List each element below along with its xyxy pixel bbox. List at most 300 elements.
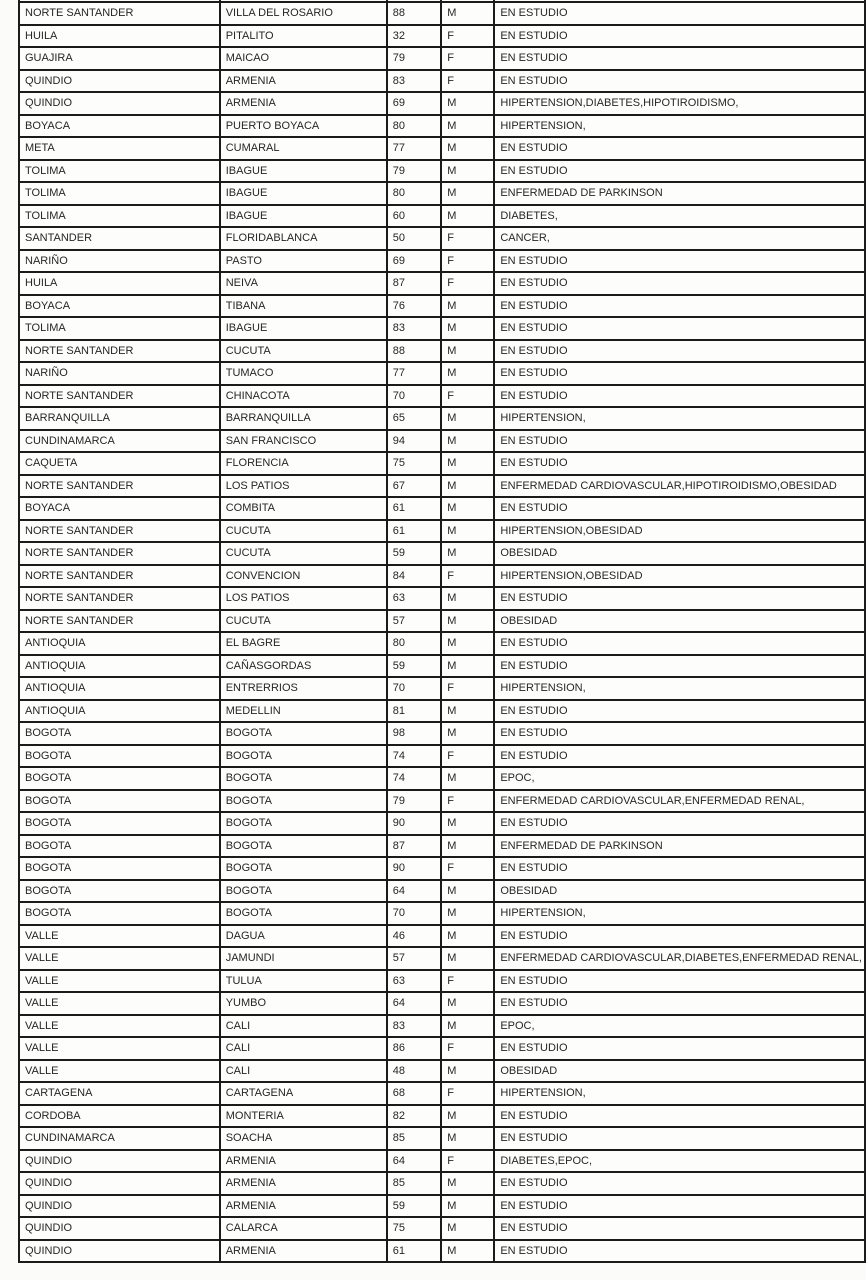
cell-city: ARMENIA — [220, 1150, 387, 1173]
table-row — [19, 1015, 865, 1038]
cell-department: GUAJIRA — [19, 47, 220, 70]
cell-city: ENTRERRIOS — [220, 677, 387, 700]
table-row — [19, 947, 865, 970]
cell-department: BOGOTA — [19, 812, 220, 835]
cell-conditions: DIABETES, — [494, 205, 865, 228]
cell-department: BOYACA — [19, 115, 220, 138]
cell-sex: M — [441, 587, 494, 610]
cell-age: 80 — [387, 182, 442, 205]
cell-sex: M — [441, 2, 494, 25]
cell-age: 90 — [387, 857, 442, 880]
cell-age: 69 — [387, 92, 442, 115]
cell-age: 77 — [387, 362, 442, 385]
cell-city: CUCUTA — [220, 610, 387, 633]
cell-conditions: EN ESTUDIO — [494, 430, 865, 453]
cell-city: MAICAO — [220, 47, 387, 70]
cell-department: SANTANDER — [19, 227, 220, 250]
cell-department: ANTIOQUIA — [19, 632, 220, 655]
cell-age: 75 — [387, 452, 442, 475]
cell-sex: M — [441, 1172, 494, 1195]
cell-age: 57 — [387, 610, 442, 633]
cell-sex: F — [441, 70, 494, 93]
cell-city: CUCUTA — [220, 520, 387, 543]
cell-age: 64 — [387, 880, 442, 903]
table-row — [19, 880, 865, 903]
cell-department: QUINDIO — [19, 1240, 220, 1263]
cell-age: 64 — [387, 992, 442, 1015]
cell-city: IBAGUE — [220, 182, 387, 205]
cell-sex: F — [441, 25, 494, 48]
cell-department: BOGOTA — [19, 857, 220, 880]
cell-age: 60 — [387, 205, 442, 228]
cell-conditions: HIPERTENSION, — [494, 1082, 865, 1105]
cell-age: 87 — [387, 835, 442, 858]
table-row — [19, 92, 865, 115]
table-row — [19, 137, 865, 160]
cell-sex: M — [441, 430, 494, 453]
table-row — [19, 272, 865, 295]
cell-sex: F — [441, 1082, 494, 1105]
cell-sex: M — [441, 1015, 494, 1038]
cell-department: ANTIOQUIA — [19, 655, 220, 678]
cell-sex: F — [441, 227, 494, 250]
cell-sex: M — [441, 317, 494, 340]
cell-department: CARTAGENA — [19, 1082, 220, 1105]
table-row — [19, 700, 865, 723]
cell-city: ARMENIA — [220, 70, 387, 93]
table-row — [19, 745, 865, 768]
cell-department: BOGOTA — [19, 745, 220, 768]
cell-department: TOLIMA — [19, 182, 220, 205]
cell-conditions: ENFERMEDAD CARDIOVASCULAR,ENFERMEDAD RENAL, — [494, 790, 865, 813]
table-row — [19, 182, 865, 205]
cell-conditions: EN ESTUDIO — [494, 1127, 865, 1150]
table-row — [19, 1217, 865, 1240]
cell-age: 90 — [387, 812, 442, 835]
cell-city: LOS PATIOS — [220, 587, 387, 610]
cell-age: 63 — [387, 970, 442, 993]
cell-city: LOS PATIOS — [220, 475, 387, 498]
cell-city: ARMENIA — [220, 1195, 387, 1218]
cell-sex: F — [441, 970, 494, 993]
cell-department: BOGOTA — [19, 902, 220, 925]
cell-conditions: EN ESTUDIO — [494, 655, 865, 678]
table-row — [19, 1105, 865, 1128]
cell-sex: M — [441, 497, 494, 520]
cell-conditions: EPOC, — [494, 767, 865, 790]
table-row — [19, 475, 865, 498]
table-row — [19, 47, 865, 70]
cell-department: NORTE SANTANDER — [19, 610, 220, 633]
table-row — [19, 407, 865, 430]
cell-department: TOLIMA — [19, 317, 220, 340]
cell-department: BOYACA — [19, 295, 220, 318]
cell-age: 57 — [387, 947, 442, 970]
cell-department: BOGOTA — [19, 767, 220, 790]
cell-department: QUINDIO — [19, 92, 220, 115]
cell-department: TOLIMA — [19, 205, 220, 228]
cell-age: 86 — [387, 1037, 442, 1060]
cell-department: BOGOTA — [19, 790, 220, 813]
table-row — [19, 677, 865, 700]
cell-city: PITALITO — [220, 25, 387, 48]
cell-conditions: ENFERMEDAD CARDIOVASCULAR,HIPOTIROIDISMO,OBESIDAD — [494, 475, 865, 498]
cell-city: MEDELLIN — [220, 700, 387, 723]
cell-sex: M — [441, 362, 494, 385]
cell-sex: M — [441, 812, 494, 835]
cell-department: NORTE SANTANDER — [19, 542, 220, 565]
cell-department: QUINDIO — [19, 70, 220, 93]
table-row — [19, 317, 865, 340]
cell-city: BOGOTA — [220, 812, 387, 835]
cell-age: 80 — [387, 632, 442, 655]
cell-department: NORTE SANTANDER — [19, 475, 220, 498]
patient-table — [18, 0, 866, 1263]
cell-conditions: HIPERTENSION,DIABETES,HIPOTIROIDISMO, — [494, 92, 865, 115]
table-row — [19, 340, 865, 363]
table-row — [19, 1240, 865, 1263]
table-row — [19, 2, 865, 25]
cell-department: BOGOTA — [19, 880, 220, 903]
cell-sex: M — [441, 475, 494, 498]
cell-age: 59 — [387, 1195, 442, 1218]
cell-department: VALLE — [19, 992, 220, 1015]
cell-conditions: EN ESTUDIO — [494, 272, 865, 295]
table-row — [19, 385, 865, 408]
cell-age: 61 — [387, 520, 442, 543]
table-row — [19, 497, 865, 520]
cell-conditions: EN ESTUDIO — [494, 925, 865, 948]
cell-sex: M — [441, 1217, 494, 1240]
cell-conditions: EN ESTUDIO — [494, 745, 865, 768]
cell-age: 70 — [387, 677, 442, 700]
cell-conditions: OBESIDAD — [494, 542, 865, 565]
cell-sex: M — [441, 205, 494, 228]
cell-department: BOGOTA — [19, 722, 220, 745]
cell-age: 83 — [387, 70, 442, 93]
table-row — [19, 812, 865, 835]
cell-city: BARRANQUILLA — [220, 407, 387, 430]
cell-age: 79 — [387, 160, 442, 183]
cell-department: BOGOTA — [19, 835, 220, 858]
cell-age: 80 — [387, 115, 442, 138]
table-row — [19, 1150, 865, 1173]
cell-city: CONVENCION — [220, 565, 387, 588]
table-row — [19, 25, 865, 48]
cell-age: 94 — [387, 430, 442, 453]
cell-city: FLORIDABLANCA — [220, 227, 387, 250]
cell-conditions: EN ESTUDIO — [494, 1105, 865, 1128]
cell-age: 82 — [387, 1105, 442, 1128]
cell-conditions: EN ESTUDIO — [494, 632, 865, 655]
cell-conditions: EN ESTUDIO — [494, 1037, 865, 1060]
table-row — [19, 205, 865, 228]
cell-conditions: HIPERTENSION, — [494, 407, 865, 430]
cell-conditions: EN ESTUDIO — [494, 317, 865, 340]
cell-city: TIBANA — [220, 295, 387, 318]
table-row — [19, 992, 865, 1015]
cell-age: 74 — [387, 745, 442, 768]
cell-sex: M — [441, 947, 494, 970]
table-row — [19, 250, 865, 273]
cell-age: 98 — [387, 722, 442, 745]
cell-sex: M — [441, 1105, 494, 1128]
cell-conditions: EN ESTUDIO — [494, 812, 865, 835]
table-row — [19, 362, 865, 385]
cell-city: CUCUTA — [220, 340, 387, 363]
cell-sex: M — [441, 340, 494, 363]
table-row — [19, 70, 865, 93]
table-row — [19, 1037, 865, 1060]
cell-city: VILLA DEL ROSARIO — [220, 2, 387, 25]
cell-city: NEIVA — [220, 272, 387, 295]
cell-sex: M — [441, 722, 494, 745]
table-body — [19, 0, 865, 1262]
cell-age: 70 — [387, 902, 442, 925]
cell-sex: F — [441, 565, 494, 588]
cell-department: QUINDIO — [19, 1195, 220, 1218]
cell-conditions: ENFERMEDAD CARDIOVASCULAR,DIABETES,ENFERMEDAD RENAL, — [494, 947, 865, 970]
cell-sex: F — [441, 790, 494, 813]
cell-city: CALI — [220, 1015, 387, 1038]
cell-age: 63 — [387, 587, 442, 610]
cell-sex: M — [441, 835, 494, 858]
cell-department: ANTIOQUIA — [19, 700, 220, 723]
cell-age: 67 — [387, 475, 442, 498]
cell-sex: M — [441, 655, 494, 678]
table-row — [19, 925, 865, 948]
cell-conditions: EN ESTUDIO — [494, 362, 865, 385]
cell-sex: F — [441, 745, 494, 768]
cell-conditions: EN ESTUDIO — [494, 970, 865, 993]
table-row — [19, 587, 865, 610]
cell-city: BOGOTA — [220, 857, 387, 880]
cell-city: CALI — [220, 1060, 387, 1083]
cell-city: PASTO — [220, 250, 387, 273]
cell-department: ANTIOQUIA — [19, 677, 220, 700]
cell-city: CARTAGENA — [220, 1082, 387, 1105]
cell-sex: M — [441, 407, 494, 430]
cell-sex: M — [441, 452, 494, 475]
cell-age: 68 — [387, 1082, 442, 1105]
cell-department: NARIÑO — [19, 362, 220, 385]
table-row — [19, 542, 865, 565]
cell-sex: M — [441, 880, 494, 903]
cell-age: 87 — [387, 272, 442, 295]
cell-age: 59 — [387, 542, 442, 565]
table-row — [19, 160, 865, 183]
cell-department: QUINDIO — [19, 1217, 220, 1240]
table-row — [19, 520, 865, 543]
cell-department: HUILA — [19, 272, 220, 295]
cell-conditions: EN ESTUDIO — [494, 1217, 865, 1240]
cell-sex: M — [441, 902, 494, 925]
cell-conditions: EN ESTUDIO — [494, 722, 865, 745]
cell-department: NORTE SANTANDER — [19, 587, 220, 610]
cell-city: IBAGUE — [220, 160, 387, 183]
cell-sex: M — [441, 700, 494, 723]
cell-age: 50 — [387, 227, 442, 250]
cell-city: IBAGUE — [220, 317, 387, 340]
cell-conditions: EN ESTUDIO — [494, 137, 865, 160]
cell-sex: F — [441, 1150, 494, 1173]
cell-department: NORTE SANTANDER — [19, 2, 220, 25]
cell-city: ARMENIA — [220, 92, 387, 115]
cell-sex: M — [441, 992, 494, 1015]
cell-conditions: ENFERMEDAD DE PARKINSON — [494, 835, 865, 858]
cell-sex: M — [441, 1127, 494, 1150]
cell-city: BOGOTA — [220, 902, 387, 925]
cell-sex: M — [441, 542, 494, 565]
cell-age: 32 — [387, 25, 442, 48]
cell-department: CORDOBA — [19, 1105, 220, 1128]
cell-department: NORTE SANTANDER — [19, 340, 220, 363]
cell-sex: F — [441, 47, 494, 70]
cell-conditions: EN ESTUDIO — [494, 497, 865, 520]
cell-sex: M — [441, 182, 494, 205]
cell-city: SAN FRANCISCO — [220, 430, 387, 453]
cell-city: BOGOTA — [220, 835, 387, 858]
table-row — [19, 1060, 865, 1083]
cell-department: META — [19, 137, 220, 160]
cell-sex: M — [441, 295, 494, 318]
cell-conditions: EN ESTUDIO — [494, 385, 865, 408]
cell-department: CUNDINAMARCA — [19, 430, 220, 453]
table-row — [19, 970, 865, 993]
cell-conditions: OBESIDAD — [494, 1060, 865, 1083]
cell-age: 79 — [387, 790, 442, 813]
cell-conditions: EN ESTUDIO — [494, 2, 865, 25]
table-row — [19, 430, 865, 453]
cell-department: HUILA — [19, 25, 220, 48]
cell-conditions: EN ESTUDIO — [494, 25, 865, 48]
cell-age: 48 — [387, 1060, 442, 1083]
cell-city: TUMACO — [220, 362, 387, 385]
cell-sex: M — [441, 137, 494, 160]
cell-age: 88 — [387, 340, 442, 363]
cell-sex: M — [441, 1060, 494, 1083]
cell-conditions: EN ESTUDIO — [494, 1195, 865, 1218]
cell-sex: M — [441, 767, 494, 790]
cell-city: BOGOTA — [220, 880, 387, 903]
cell-age: 46 — [387, 925, 442, 948]
cell-city: BOGOTA — [220, 767, 387, 790]
cell-age: 83 — [387, 1015, 442, 1038]
table-row — [19, 767, 865, 790]
cell-sex: M — [441, 520, 494, 543]
cell-department: CUNDINAMARCA — [19, 1127, 220, 1150]
cell-department: BARRANQUILLA — [19, 407, 220, 430]
cell-conditions: HIPERTENSION, — [494, 115, 865, 138]
cell-conditions: EPOC, — [494, 1015, 865, 1038]
cell-department: QUINDIO — [19, 1172, 220, 1195]
cell-conditions: EN ESTUDIO — [494, 160, 865, 183]
table-row — [19, 1082, 865, 1105]
cell-sex: M — [441, 632, 494, 655]
table-row — [19, 227, 865, 250]
cell-city: CUCUTA — [220, 542, 387, 565]
cell-conditions: HIPERTENSION,OBESIDAD — [494, 520, 865, 543]
cell-city: FLORENCIA — [220, 452, 387, 475]
cell-age: 84 — [387, 565, 442, 588]
table-row — [19, 902, 865, 925]
table-row — [19, 857, 865, 880]
table-row — [19, 835, 865, 858]
cell-conditions: EN ESTUDIO — [494, 295, 865, 318]
cell-city: CALI — [220, 1037, 387, 1060]
cell-department: NARIÑO — [19, 250, 220, 273]
cell-conditions: HIPERTENSION, — [494, 677, 865, 700]
cell-age: 74 — [387, 767, 442, 790]
table-row — [19, 632, 865, 655]
cell-age: 81 — [387, 700, 442, 723]
cell-city: BOGOTA — [220, 722, 387, 745]
cell-conditions: ENFERMEDAD DE PARKINSON — [494, 182, 865, 205]
cell-conditions: EN ESTUDIO — [494, 1172, 865, 1195]
cell-conditions: EN ESTUDIO — [494, 992, 865, 1015]
cell-city: TULUA — [220, 970, 387, 993]
cell-age: 70 — [387, 385, 442, 408]
table-row — [19, 610, 865, 633]
cell-city: MONTERIA — [220, 1105, 387, 1128]
table-row — [19, 722, 865, 745]
cell-sex: F — [441, 1037, 494, 1060]
cell-department: NORTE SANTANDER — [19, 565, 220, 588]
cell-city: CAÑASGORDAS — [220, 655, 387, 678]
cell-sex: F — [441, 677, 494, 700]
cell-age: 61 — [387, 1240, 442, 1263]
cell-conditions: EN ESTUDIO — [494, 857, 865, 880]
cell-sex: M — [441, 115, 494, 138]
cell-conditions: EN ESTUDIO — [494, 250, 865, 273]
cell-conditions: HIPERTENSION,OBESIDAD — [494, 565, 865, 588]
cell-conditions: HIPERTENSION, — [494, 902, 865, 925]
cell-city: ARMENIA — [220, 1172, 387, 1195]
table-row — [19, 295, 865, 318]
cell-age: 75 — [387, 1217, 442, 1240]
cell-age: 79 — [387, 47, 442, 70]
cell-sex: M — [441, 1240, 494, 1263]
cell-city: JAMUNDI — [220, 947, 387, 970]
cell-age: 65 — [387, 407, 442, 430]
table-row — [19, 790, 865, 813]
cell-sex: M — [441, 160, 494, 183]
cell-conditions: EN ESTUDIO — [494, 452, 865, 475]
cell-conditions: EN ESTUDIO — [494, 700, 865, 723]
cell-conditions: EN ESTUDIO — [494, 47, 865, 70]
cell-age: 76 — [387, 295, 442, 318]
cell-department: NORTE SANTANDER — [19, 385, 220, 408]
cell-sex: F — [441, 250, 494, 273]
cell-city: YUMBO — [220, 992, 387, 1015]
cell-conditions: EN ESTUDIO — [494, 587, 865, 610]
cell-department: VALLE — [19, 970, 220, 993]
cell-city: COMBITA — [220, 497, 387, 520]
cell-conditions: OBESIDAD — [494, 880, 865, 903]
cell-city: SOACHA — [220, 1127, 387, 1150]
cell-sex: F — [441, 272, 494, 295]
cell-department: VALLE — [19, 1037, 220, 1060]
cell-sex: M — [441, 610, 494, 633]
cell-conditions: EN ESTUDIO — [494, 1240, 865, 1263]
cell-city: CUMARAL — [220, 137, 387, 160]
cell-age: 77 — [387, 137, 442, 160]
table-row — [19, 115, 865, 138]
cell-department: VALLE — [19, 925, 220, 948]
cell-department: BOYACA — [19, 497, 220, 520]
cell-department: VALLE — [19, 1060, 220, 1083]
cell-conditions: DIABETES,EPOC, — [494, 1150, 865, 1173]
